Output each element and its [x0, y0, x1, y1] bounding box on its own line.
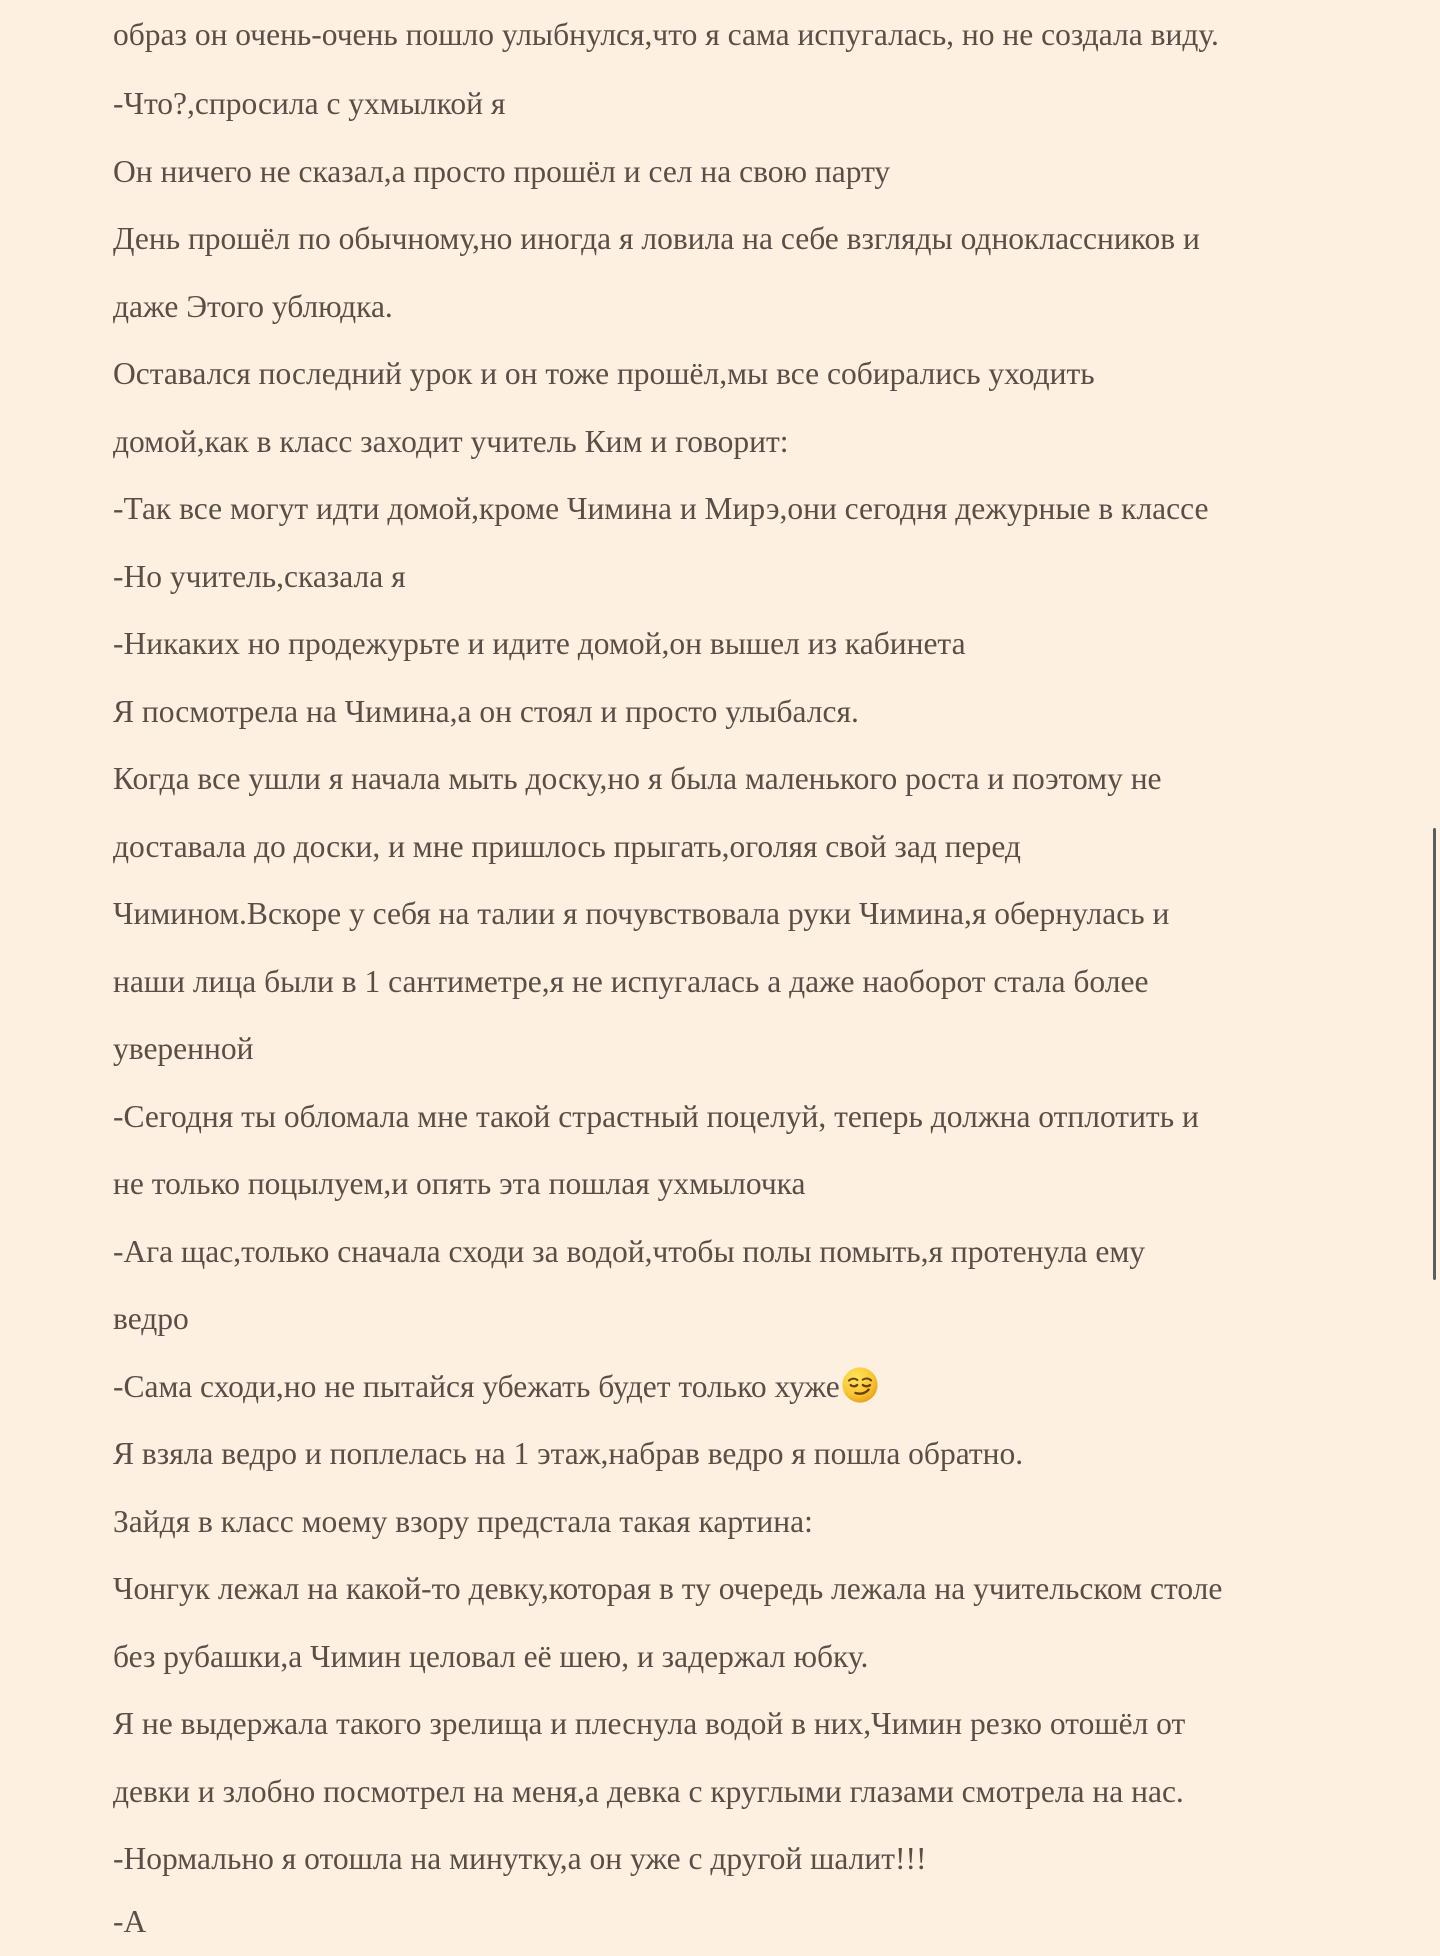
- story-line-6: Оставался последний урок и он тоже прошёл,мы все собирались уходить: [113, 356, 1095, 391]
- story-line-16: уверенной: [113, 1031, 254, 1066]
- story-line-26: Я не выдержала такого зрелища и плеснула водой в них,Чимин резко отошёл от: [113, 1706, 1186, 1741]
- story-line-23: Зайдя в класс моему взору предстала такая картина:: [113, 1503, 813, 1539]
- story-line-21: [113, 1353, 1333, 1421]
- story-text: [113, 0, 1333, 1893]
- story-line-4: День прошёл по обычному,но иногда я ловила на себе взгляды одноклассников и: [113, 221, 1200, 256]
- story-line-17: -Сегодня ты обломала мне такой страстный поцелуй, теперь должна отплотить и: [113, 1098, 1199, 1134]
- story-line-1: образ он очень-очень пошло улыбнулся,что я сама испугалась, но не создала виду.: [113, 17, 1219, 52]
- story-line-12: Когда все ушли я начала мыть доску,но я была маленького роста и поэтому не: [113, 761, 1162, 796]
- story-line-19: -Ага щас,только сначала сходи за водой,чтобы полы помыть,я протенула ему: [113, 1233, 1146, 1269]
- story-line-22: Я взяла ведро и поплелась на 1 этаж,набрав ведро я пошла обратно.: [113, 1436, 1024, 1471]
- partial-story-line: -А: [113, 1904, 147, 1939]
- story-line-18: не только поцылуем,и опять эта пошлая ухмылочка: [113, 1166, 806, 1201]
- story-line-9: -Но учитель,сказала я: [113, 558, 406, 594]
- story-line-28: -Нормально я отошла на минутку,а он уже с другой шалит!!!: [113, 1841, 927, 1876]
- story-line-11: Я посмотрела на Чимина,а он стоял и просто улыбался.: [113, 693, 859, 729]
- story-line-2: -Что?,спросила с ухмылкой я: [113, 86, 506, 121]
- story-line-13: доставала до доски, и мне пришлось прыгать,оголяя свой зад перед: [113, 828, 1021, 864]
- scrollbar-thumb[interactable]: [1433, 828, 1436, 1280]
- story-line-24: Чонгук лежал на какой-то девку,которая в ту очередь лежала на учительском столе: [113, 1571, 1223, 1606]
- smirking-face-icon: [841, 1366, 879, 1404]
- story-line-10: -Никаких но продежурьте и идите домой,он вышел из кабинета: [113, 626, 966, 661]
- story-line-7: домой,как в класс заходит учитель Ким и говорит:: [113, 423, 789, 459]
- story-line-25: без рубашки,а Чимин целовал её шею, и задержал юбку.: [113, 1638, 869, 1674]
- story-line-8: -Так все могут идти домой,кроме Чимина и Мирэ,они сегодня дежурные в классе: [113, 491, 1209, 526]
- story-line-3: Он ничего не сказал,а просто прошёл и сел на свою парту: [113, 153, 891, 189]
- story-line-27: девки и злобно посмотрел на меня,а девка с круглыми глазами смотрела на нас.: [113, 1773, 1184, 1809]
- story-line-20: ведро: [113, 1301, 189, 1336]
- story-line-21-text: -Сама сходи,но не пытайся убежать будет только хуже: [113, 1368, 840, 1404]
- story-line-14: Чимином.Вскоре у себя на талии я почувствовала руки Чимина,я обернулась и: [113, 896, 1170, 931]
- story-line-15: наши лица были в 1 сантиметре,я не испугалась а даже наоборот стала более: [113, 963, 1149, 999]
- story-line-5: даже Этого ублюдка.: [113, 288, 393, 324]
- vertical-scrollbar[interactable]: [1428, 0, 1440, 1920]
